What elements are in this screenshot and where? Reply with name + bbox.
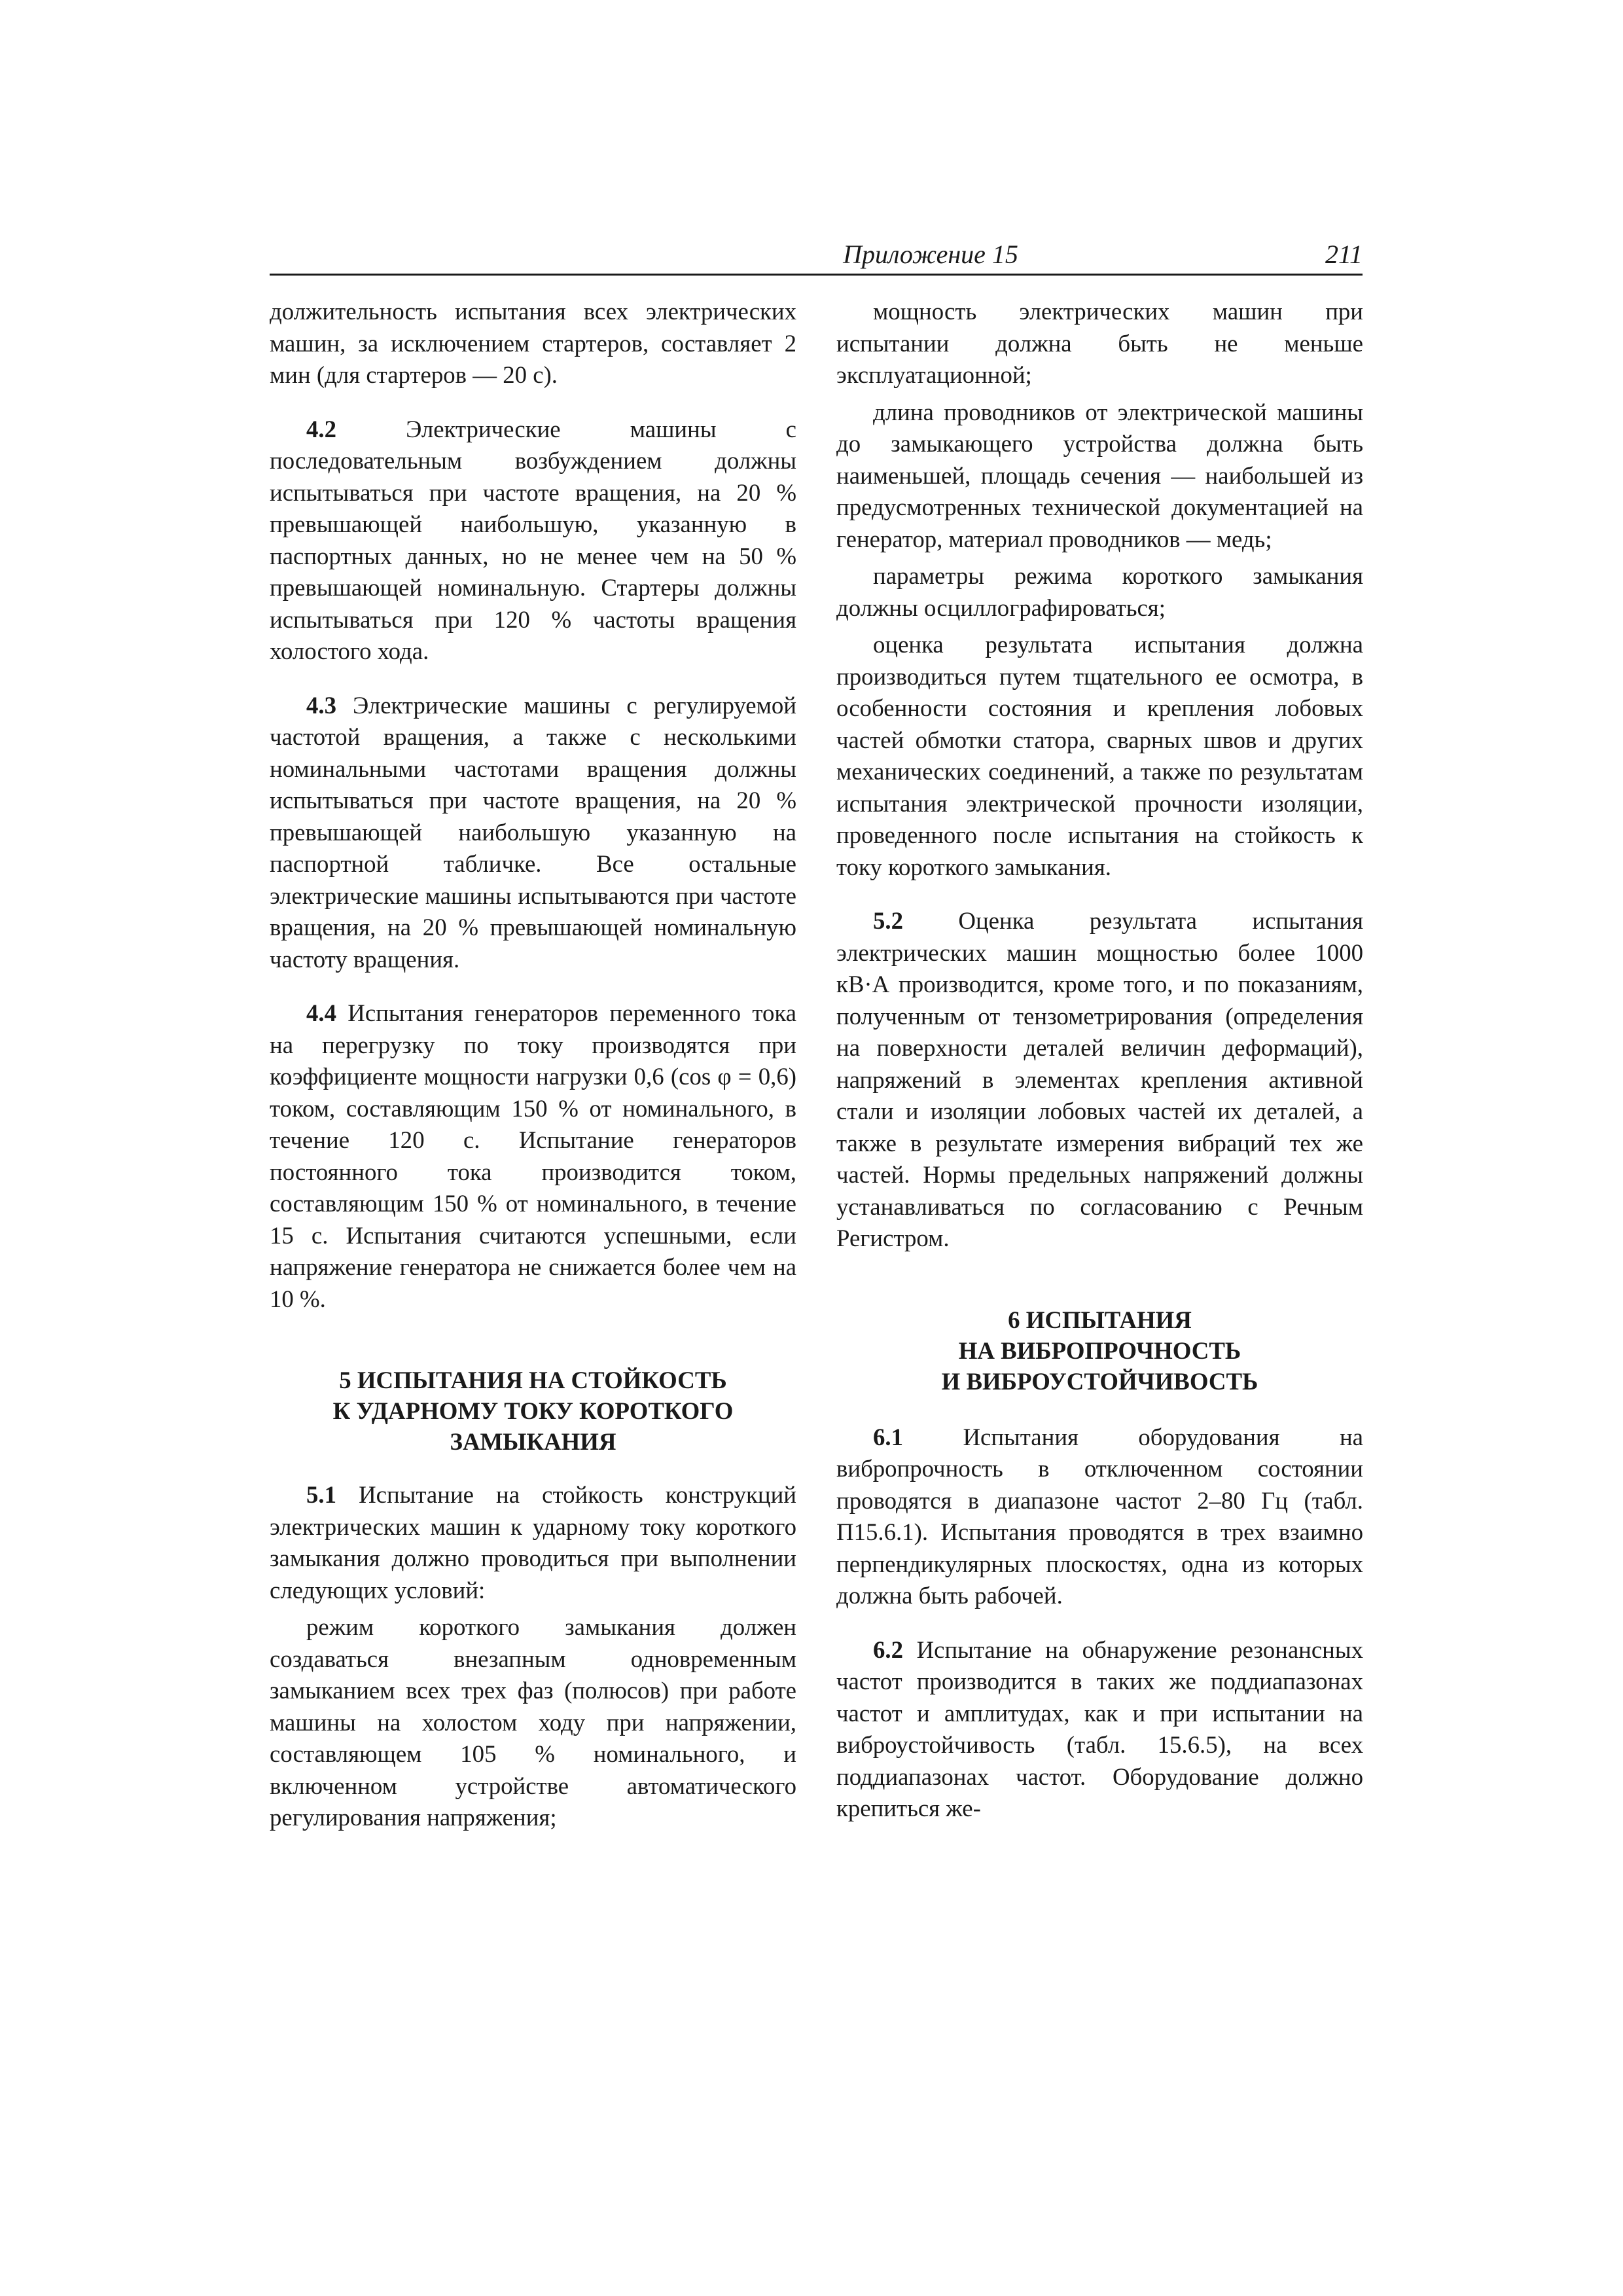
page-number: 211 — [1325, 240, 1363, 269]
section-text: Электрические машины с регулируемой частотой вращения, а также с несколькими номинальными частотами вращения должны испытываться при частоте вращения, на 20 % превышающей наибольшую указанную на паспортной табличке. Все остальные электрические машины испытываются при частоте вращения, на 20 % превышающей номинальную частоту вращения. — [270, 691, 796, 973]
section-text: Испытания оборудования на вибропрочность в отключенном состоянии проводятся в диапазоне частот 2–80 Гц (табл. П15.6.1). Испытания проводятся в трех взаимно перпендикулярных плоскостях, одна из которых должна быть рабочей. — [836, 1423, 1363, 1609]
condition-item: мощность электрических машин при испытании должна быть не меньше эксплуатационной; — [836, 298, 1363, 388]
continued-paragraph: должительность испытания всех электрических машин, за исключением стартеров, составляет 2 мин (для стартеров — 20 с). — [270, 298, 796, 388]
condition-item: режим короткого замыкания должен создаваться внезапным одновременным замыканием всех трех фаз (полюсов) при работе машины на холостом ходу при напряжении, составляющем 105 % номинального, и включенном устройстве автоматического регулирования напряжения; — [270, 1613, 796, 1831]
condition-item: параметры режима короткого замыкания должны осциллографироваться; — [836, 562, 1363, 621]
section-5-2 — [836, 905, 1363, 1255]
heading-line: И ВИБРОУСТОЙЧИВОСТЬ — [941, 1367, 1258, 1395]
heading-line: ЗАМЫКАНИЯ — [450, 1428, 616, 1455]
running-title: Приложение 15 — [843, 240, 1018, 269]
section-4-4 — [270, 997, 796, 1315]
heading-line: 5 ИСПЫТАНИЯ НА СТОЙКОСТЬ — [339, 1367, 727, 1393]
heading-line: 6 ИСПЫТАНИЯ — [1008, 1306, 1192, 1333]
section-text: Испытание на стойкость конструкций электрических машин к ударному току короткого замыкания должно проводиться при выполнении следующих условий: — [270, 1481, 796, 1604]
section-6-2 — [836, 1634, 1363, 1825]
condition-item: оценка результата испытания должна производиться путем тщательного ее осмотра, в особенности состояния и крепления лобовых частей обмотки статора, сварных швов и других механических соединений, а также по результатам испытания электрической прочности изоляции, проведенного после испытания на стойкость к току короткого замыкания. — [836, 631, 1363, 880]
section-text: Электрические машины с последовательным возбуждением должны испытываться при частоте вращения, на 20 % превышающей наибольшую, указанную в паспортных данных, но не менее чем на 50 % превышающей номинальную. Стартеры должны испытываться при 120 % частоты вращения холостого хода. — [270, 415, 796, 664]
section-number: 5.2 — [873, 907, 903, 934]
section-number: 4.3 — [306, 691, 336, 719]
section-5-1 — [270, 1479, 796, 1606]
heading-line: К УДАРНОМУ ТОКУ КОРОТКОГО — [332, 1397, 734, 1424]
section-number: 5.1 — [306, 1481, 336, 1508]
section-6-heading — [836, 1304, 1363, 1397]
section-4-2 — [270, 414, 796, 668]
section-number: 6.1 — [873, 1423, 903, 1450]
section-number: 4.4 — [306, 999, 336, 1026]
left-column — [270, 296, 796, 1834]
right-column — [836, 296, 1363, 1825]
running-header — [270, 236, 1363, 276]
section-6-1 — [836, 1422, 1363, 1612]
section-text: Испытания генераторов переменного тока на перегрузку по току производятся при коэффициенте мощности нагрузки 0,6 (cos φ = 0,6) током, составляющим 150 % от номинального, в течение 120 с. Испытание генераторов постоянного тока производится током, составляющим 150 % от номинального, в течение 15 с. Испытания считаются успешными, если напряжение генератора не снижается более чем на 10 %. — [270, 999, 796, 1312]
section-number: 4.2 — [306, 415, 336, 442]
section-4-3 — [270, 690, 796, 976]
section-text: Оценка результата испытания электрических машин мощностью более 1000 кВ·А производится, кроме того, и по показаниям, полученным от тензометрирования (определения на поверхности деталей величин деформаций), напряжений в элементах крепления активной стали и изоляции лобовых частей их деталей, а также в результате измерения вибраций тех же частей. Нормы предельных напряжений должны устанавливаться по согласованию с Речным Регистром. — [836, 907, 1363, 1251]
condition-item: длина проводников от электрической машины до замыкающего устройства должна быть наименьшей, площадь сечения — наибольшей из предусмотренных технической документацией на генератор, материал проводников — медь; — [836, 398, 1363, 552]
section-text: Испытание на обнаружение резонансных частот производится в таких же поддиапазонах частот и амплитудах, как и при испытании на виброустойчивость (табл. 15.6.5), на всех поддиапазонах частот. Оборудование должно крепиться же- — [836, 1636, 1363, 1821]
heading-line: НА ВИБРОПРОЧНОСТЬ — [958, 1336, 1241, 1364]
section-5-heading — [270, 1365, 796, 1457]
section-number: 6.2 — [873, 1636, 903, 1663]
